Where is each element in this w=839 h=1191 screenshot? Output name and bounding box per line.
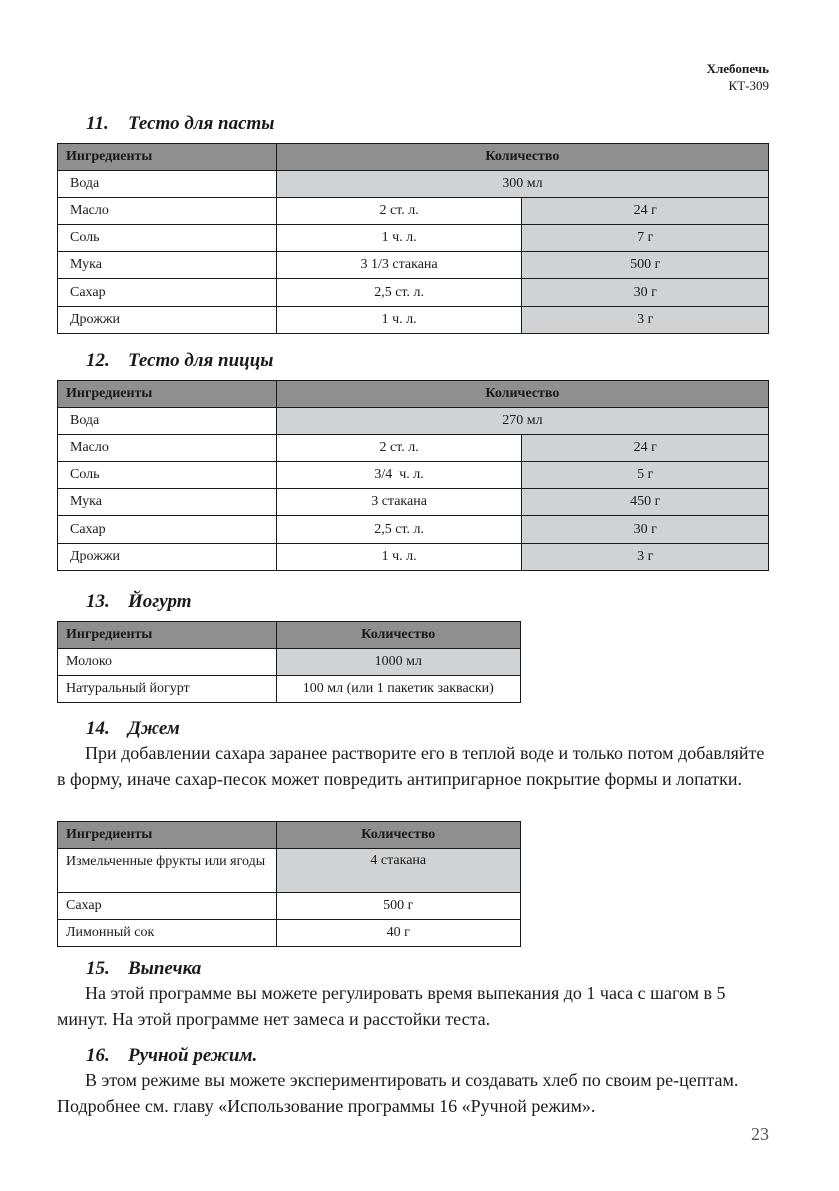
ingredient-qty: 2,5 ст. л. (276, 279, 522, 307)
table-row (58, 849, 521, 893)
ingredient-weight: 500 г (522, 252, 769, 279)
ingredient-weight: 3 г (522, 544, 769, 571)
ingredient-name: Сахар (58, 279, 277, 307)
ingredient-name: Дрожжи (58, 544, 277, 571)
ingredient-name: Вода (58, 408, 277, 435)
ingredient-qty: 3 стакана (276, 489, 522, 516)
table-row (58, 649, 521, 676)
section-title-text: Тесто для пасты (128, 113, 275, 134)
table-row (58, 893, 521, 920)
table-row (58, 544, 769, 571)
section-number: 15. (86, 958, 110, 979)
ingredients-table-jam (57, 821, 521, 947)
ingredient-qty: 100 мл (или 1 пакетик закваски) (276, 676, 520, 703)
ingredient-qty: 2 ст. л. (276, 435, 522, 462)
ingredient-weight: 24 г (522, 198, 769, 225)
ingredient-qty: 3 1/3 стакана (276, 252, 522, 279)
table-header-row (58, 381, 769, 408)
ingredient-weight: 7 г (522, 225, 769, 252)
page-number: 23 (751, 1124, 769, 1144)
table-row (58, 920, 521, 947)
header-ingredients: Ингредиенты (58, 822, 277, 849)
header-quantity: Количество (276, 822, 520, 849)
page-header (707, 60, 769, 94)
section-title (86, 1045, 257, 1067)
section-number: 13. (86, 591, 110, 612)
ingredient-qty: 4 стакана (276, 849, 520, 893)
section-title-text: Джем (128, 718, 180, 739)
section-title (86, 718, 180, 740)
section-number: 11. (86, 113, 109, 134)
ingredient-qty: 500 г (276, 893, 520, 920)
ingredient-name: Мука (58, 489, 277, 516)
table-header-row (58, 622, 521, 649)
section-title-text: Выпечка (128, 958, 202, 979)
ingredient-name: Лимонный сок (58, 920, 277, 947)
section-title (86, 113, 275, 135)
table-header-row (58, 144, 769, 171)
header-quantity: Количество (276, 381, 768, 408)
table-row (58, 307, 769, 334)
ingredient-weight: 24 г (522, 435, 769, 462)
section-title-text: Тесто для пиццы (128, 350, 274, 371)
ingredient-name: Соль (58, 462, 277, 489)
table-row (58, 225, 769, 252)
header-model: КТ-309 (728, 78, 769, 93)
ingredient-name: Сахар (58, 893, 277, 920)
header-quantity: Количество (276, 144, 768, 171)
ingredient-weight: 30 г (522, 516, 769, 544)
ingredient-qty: 40 г (276, 920, 520, 947)
ingredient-qty: 1000 мл (276, 649, 520, 676)
section-title-text: Ручной режим. (128, 1045, 258, 1066)
ingredient-name: Молоко (58, 649, 277, 676)
header-ingredients: Ингредиенты (58, 144, 277, 171)
ingredient-name: Масло (58, 198, 277, 225)
section-title (86, 350, 273, 372)
ingredient-qty: 270 мл (276, 408, 768, 435)
ingredient-qty: 300 мл (276, 171, 768, 198)
ingredient-name: Дрожжи (58, 307, 277, 334)
header-brand: Хлебопечь (706, 61, 769, 76)
ingredient-name: Соль (58, 225, 277, 252)
ingredient-qty: 1 ч. л. (276, 225, 522, 252)
ingredient-name: Натуральный йогурт (58, 676, 277, 703)
ingredient-weight: 5 г (522, 462, 769, 489)
section-title (86, 591, 192, 613)
section-text: В этом режиме вы можете экспериментировать и создавать хлеб по своим ре-цептам. Подробнее см. главу «Использование программы 16 «Ручной режим». (57, 1070, 739, 1116)
ingredient-qty: 3/4 ч. л. (276, 462, 522, 489)
table-row (58, 171, 769, 198)
section-number: 14. (86, 718, 110, 739)
table-row (58, 198, 769, 225)
ingredient-name: Мука (58, 252, 277, 279)
ingredient-weight: 450 г (522, 489, 769, 516)
section-title (86, 958, 201, 980)
ingredient-name: Измельченные фрукты или ягоды (58, 849, 277, 893)
section-title-text: Йогурт (128, 591, 192, 612)
table-row (58, 435, 769, 462)
table-row (58, 676, 521, 703)
ingredient-name: Масло (58, 435, 277, 462)
ingredient-qty: 2 ст. л. (276, 198, 522, 225)
table-row (58, 489, 769, 516)
section-number: 12. (86, 350, 110, 371)
ingredient-qty: 2,5 ст. л. (276, 516, 522, 544)
ingredient-weight: 3 г (522, 307, 769, 334)
table-header-row (58, 822, 521, 849)
ingredient-qty: 1 ч. л. (276, 544, 522, 571)
ingredients-table-yogurt (57, 621, 521, 703)
header-ingredients: Ингредиенты (58, 381, 277, 408)
ingredients-table-pasta (57, 143, 769, 334)
section-text: На этой программе вы можете регулировать время выпекания до 1 часа с шагом в 5 минут. На этой программе нет замеса и расстойки теста. (57, 983, 726, 1029)
table-row (58, 252, 769, 279)
table-row (58, 279, 769, 307)
table-row (58, 462, 769, 489)
header-ingredients: Ингредиенты (58, 622, 277, 649)
ingredient-weight: 30 г (522, 279, 769, 307)
section-number: 16. (86, 1045, 110, 1066)
section-text: При добавлении сахара заранее растворите его в теплой воде и только потом добавляйте в форму, иначе сахар-песок может повредить антипригарное покрытие формы и лопатки. (57, 743, 765, 789)
ingredient-qty: 1 ч. л. (276, 307, 522, 334)
ingredient-name: Вода (58, 171, 277, 198)
table-row (58, 516, 769, 544)
table-row (58, 408, 769, 435)
ingredients-table-pizza (57, 380, 769, 571)
header-quantity: Количество (276, 622, 520, 649)
ingredient-name: Сахар (58, 516, 277, 544)
